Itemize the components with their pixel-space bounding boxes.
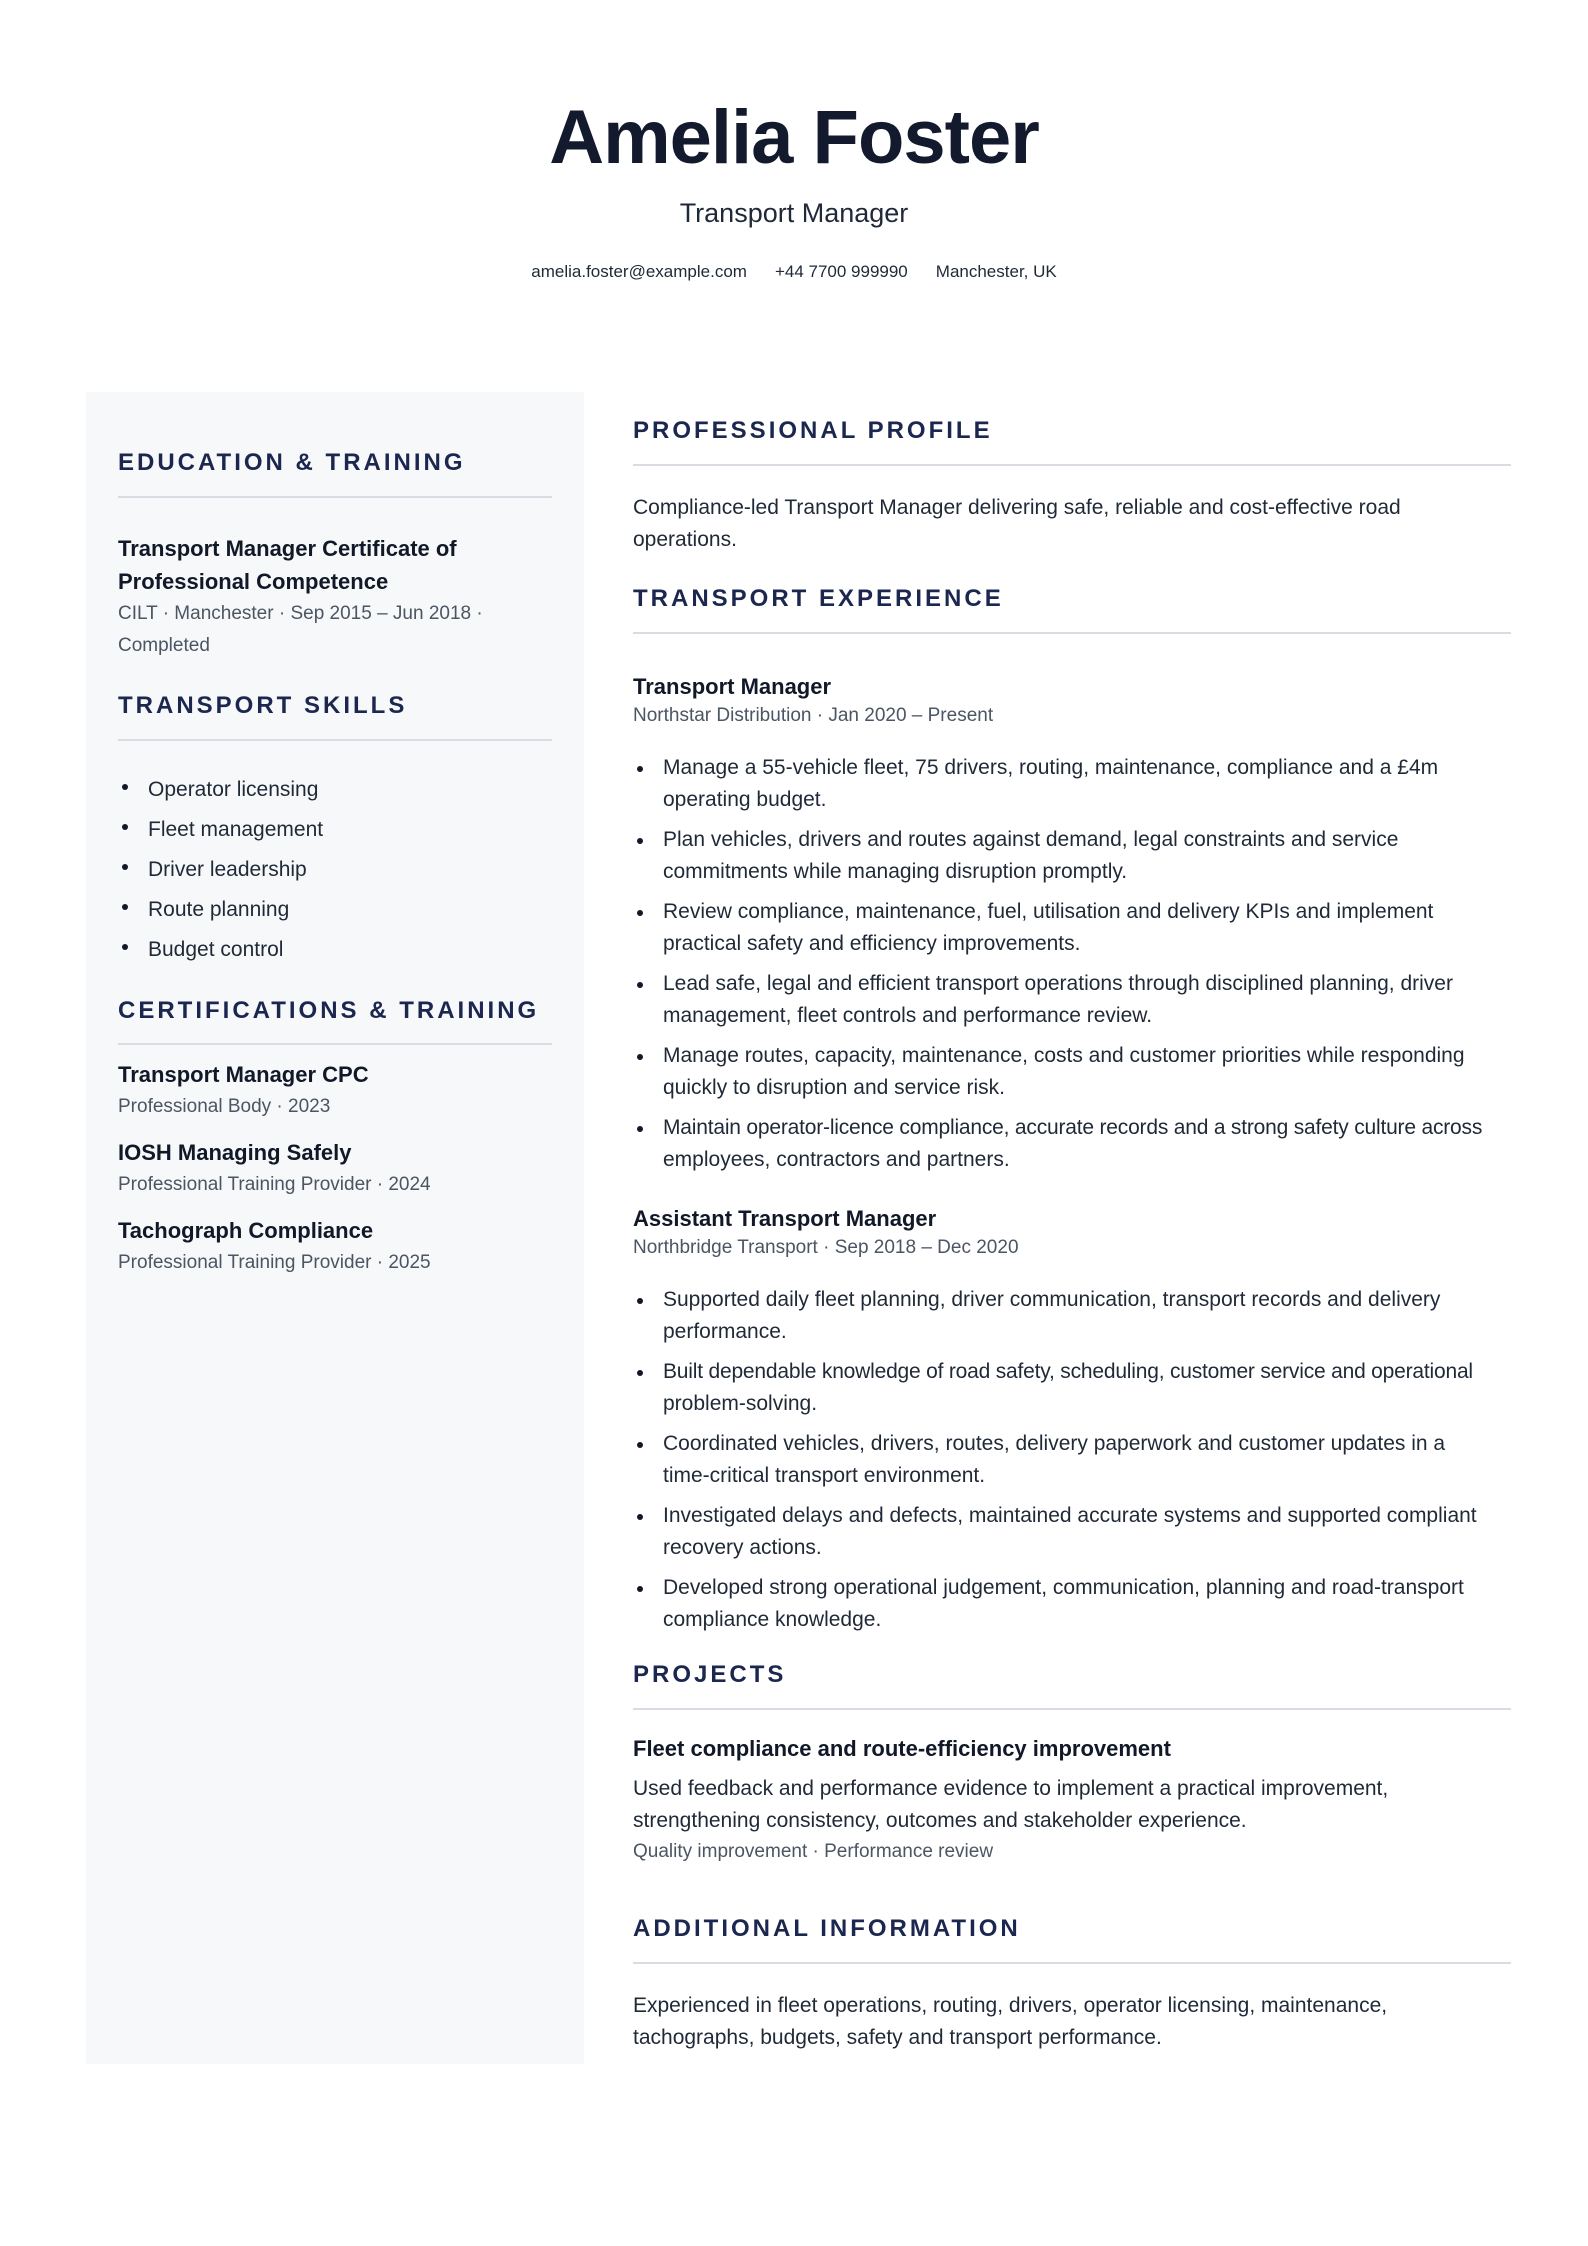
experience-divider (633, 632, 1511, 634)
additional-text (633, 1990, 1511, 2054)
project-title: Fleet compliance and route-efficiency improvement (633, 1736, 1171, 1761)
additional-line: Experienced in fleet operations, routing, drivers, operator licensing, maintenance, (633, 1994, 1388, 2017)
project-description-line: Used feedback and performance evidence to implement a practical improvement, (633, 1777, 1389, 1800)
additional-line: tachographs, budgets, safety and transport performance. (633, 2026, 1162, 2049)
skill-item: Driver leadership (118, 850, 552, 890)
skills-list (118, 770, 552, 970)
job-title: Transport Manager (633, 674, 832, 699)
additional-divider (633, 1962, 1511, 1964)
job-title: Assistant Transport Manager (633, 1206, 937, 1231)
skills-heading: TRANSPORT SKILLS (118, 692, 408, 719)
skill-item: Fleet management (118, 810, 552, 850)
additional-heading: ADDITIONAL INFORMATION (633, 1915, 1021, 1942)
project-entry (633, 1732, 1511, 1867)
projects-heading: PROJECTS (633, 1661, 787, 1688)
certification-title: Transport Manager CPC (118, 1062, 369, 1087)
skills-divider (118, 739, 552, 741)
project-tags: Quality improvement · Performance review (633, 1841, 994, 1862)
projects-divider (633, 1708, 1511, 1710)
job-meta: Northbridge Transport · Sep 2018 – Dec 2020 (633, 1237, 1019, 1258)
candidate-name: Amelia Foster (549, 95, 1039, 180)
job-bullet: Manage routes, capacity, maintenance, costs and customer priorities while responding quickly to disruption and service risk. (633, 1040, 1511, 1104)
profile-summary (633, 492, 1511, 556)
job-bullet: Supported daily fleet planning, driver communication, transport records and delivery performance. (633, 1284, 1511, 1348)
education-entry (118, 532, 552, 662)
contact-phone[interactable]: +44 7700 999990 (774, 262, 908, 281)
profile-divider (633, 464, 1511, 466)
job-bullet: Lead safe, legal and efficient transport operations through disciplined planning, driver management, fleet controls and performance review. (633, 968, 1511, 1032)
education-meta-line: CILT · Manchester · Sep 2015 – Jun 2018 · (118, 603, 483, 624)
job-entry (633, 1202, 1511, 1636)
job-entry (633, 670, 1511, 1176)
certification-entry (118, 1136, 552, 1201)
contact-location: Manchester, UK (935, 262, 1057, 281)
job-bullet: Developed strong operational judgement, communication, planning and road-transport compliance knowledge. (633, 1572, 1511, 1636)
job-bullets (633, 752, 1511, 1176)
project-description-line: strengthening consistency, outcomes and stakeholder experience. (633, 1809, 1247, 1832)
certification-entry (118, 1058, 552, 1123)
job-bullet: Manage a 55-vehicle fleet, 75 drivers, routing, maintenance, compliance and a £4m operating budget. (633, 752, 1511, 816)
contact-row (0, 261, 1588, 283)
candidate-title: Transport Manager (679, 198, 909, 228)
certification-title: Tachograph Compliance (118, 1218, 374, 1243)
job-bullet: Coordinated vehicles, drivers, routes, delivery paperwork and customer updates in a time-critical transport environment. (633, 1428, 1511, 1492)
job-bullet: Maintain operator-licence compliance, accurate records and a strong safety culture across employees, contractors and partners. (633, 1112, 1511, 1176)
certifications-heading: CERTIFICATIONS & TRAINING (118, 997, 540, 1024)
certification-meta: Professional Body · 2023 (118, 1096, 331, 1117)
certification-entry (118, 1214, 552, 1279)
certification-meta: Professional Training Provider · 2025 (118, 1252, 431, 1273)
profile-line: operations. (633, 528, 737, 551)
profile-line: Compliance-led Transport Manager delivering safe, reliable and cost-effective road (633, 496, 1401, 519)
job-bullet: Investigated delays and defects, maintained accurate systems and supported compliant recovery actions. (633, 1500, 1511, 1564)
education-title-line: Transport Manager Certificate of (118, 536, 457, 561)
job-bullet: Review compliance, maintenance, fuel, utilisation and delivery KPIs and implement practical safety and efficiency improvements. (633, 896, 1511, 960)
job-bullets (633, 1284, 1511, 1636)
certifications-divider (118, 1043, 552, 1045)
skill-item: Operator licensing (118, 770, 552, 810)
job-meta: Northstar Distribution · Jan 2020 – Present (633, 705, 994, 726)
education-title-line: Professional Competence (118, 569, 389, 594)
contact-email[interactable]: amelia.foster@example.com (531, 262, 747, 281)
skill-item: Route planning (118, 890, 552, 930)
certification-meta: Professional Training Provider · 2024 (118, 1174, 431, 1195)
sidebar (86, 392, 584, 2064)
experience-heading: TRANSPORT EXPERIENCE (633, 585, 1004, 612)
job-bullet: Built dependable knowledge of road safety, scheduling, customer service and operational problem-solving. (633, 1356, 1511, 1420)
certification-title: IOSH Managing Safely (118, 1140, 352, 1165)
job-bullet: Plan vehicles, drivers and routes against demand, legal constraints and service commitments while managing disruption promptly. (633, 824, 1511, 888)
skill-item: Budget control (118, 930, 552, 970)
education-heading: EDUCATION & TRAINING (118, 449, 466, 476)
profile-heading: PROFESSIONAL PROFILE (633, 417, 993, 444)
education-meta-line: Completed (118, 635, 210, 656)
education-divider (118, 496, 552, 498)
